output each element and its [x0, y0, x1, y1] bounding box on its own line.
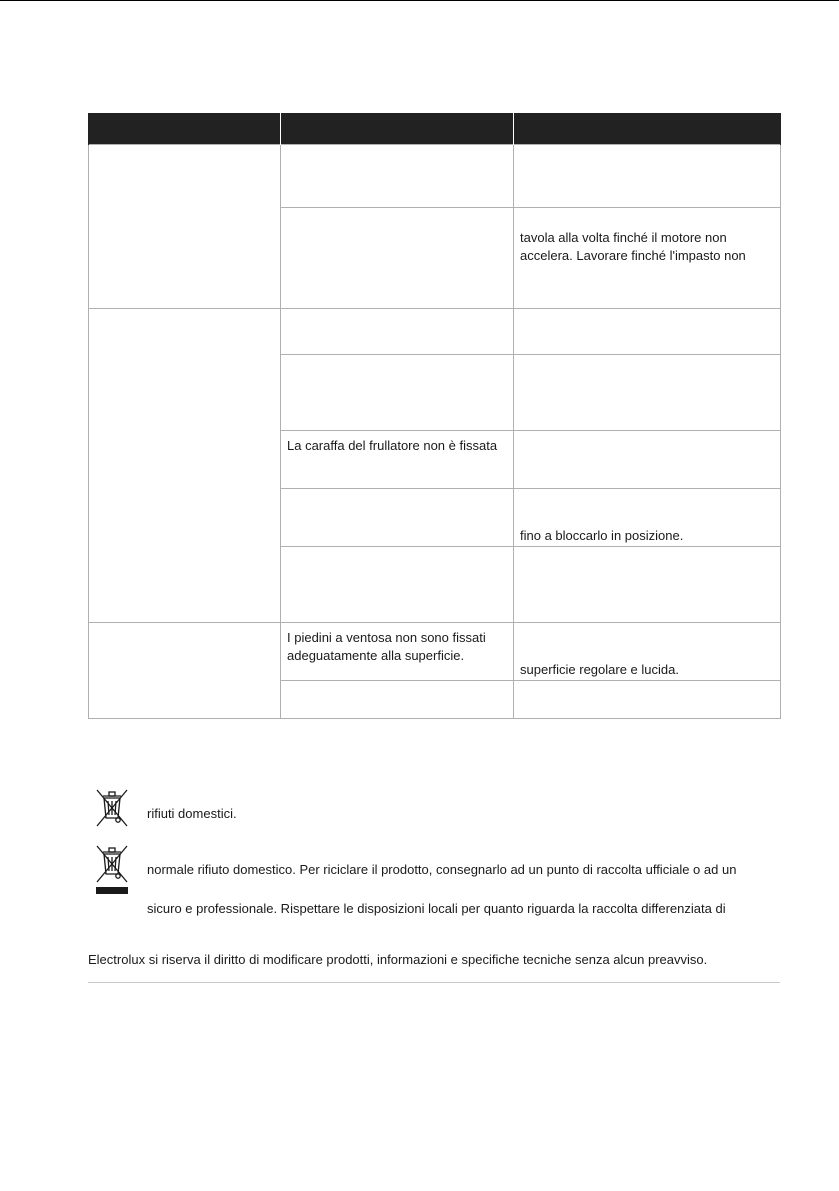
table-row — [89, 623, 781, 681]
problem-cell — [89, 309, 281, 623]
footer-rule — [88, 982, 780, 983]
solution-text: superficie regolare e lucida. — [520, 662, 679, 677]
table-row — [89, 309, 781, 355]
disposal-item-2 — [94, 844, 774, 914]
solution-cell — [514, 309, 781, 355]
cause-cell — [281, 355, 514, 431]
table-header-row — [89, 113, 781, 145]
problem-cell — [89, 623, 281, 719]
header-cause — [281, 113, 514, 145]
cause-cell — [281, 145, 514, 208]
manufacturer-notice: Electrolux si riserva il diritto di modificare prodotti, informazioni e specifiche tecniche senza alcun preavviso. — [88, 952, 708, 967]
cause-cell — [281, 547, 514, 623]
troubleshooting-table — [88, 113, 781, 719]
table-row — [89, 145, 781, 208]
cause-cell — [281, 309, 514, 355]
disposal-text-1: rifiuti domestici. — [147, 806, 237, 821]
disposal-text-2-line-1: normale rifiuto domestico. Per riciclare il prodotto, consegnarlo ad un punto di raccolta ufficiale o ad un — [147, 862, 737, 877]
cause-cell — [281, 431, 514, 489]
crossed-out-wheelie-bin-with-bar-icon — [94, 844, 128, 896]
solution-cell — [514, 547, 781, 623]
solution-cell — [514, 489, 781, 547]
cause-cell — [281, 623, 514, 681]
solution-text-line-1: tavola alla volta finché il motore non — [520, 230, 727, 245]
crossed-out-wheelie-bin-icon — [94, 788, 128, 832]
solution-cell — [514, 431, 781, 489]
solution-cell — [514, 208, 781, 309]
solution-cell — [514, 145, 781, 208]
solution-text-line-2: accelera. Lavorare finché l'impasto non — [520, 248, 746, 263]
disposal-item-1 — [94, 788, 774, 828]
solution-cell — [514, 623, 781, 681]
solution-cell — [514, 355, 781, 431]
cause-text-line-1: I piedini a ventosa non sono fissati — [287, 630, 486, 645]
problem-cell — [89, 145, 281, 309]
header-solution — [514, 113, 781, 145]
cause-text: La caraffa del frullatore non è fissata — [287, 438, 498, 453]
cause-cell — [281, 681, 514, 719]
header-problem — [89, 113, 281, 145]
solution-text: fino a bloccarlo in posizione. — [520, 528, 684, 543]
cause-cell — [281, 208, 514, 309]
cause-text-line-2: adeguatamente alla superficie. — [287, 648, 465, 663]
disposal-text-2-line-2: sicuro e professionale. Rispettare le disposizioni locali per quanto riguarda la raccolta differenziata di — [147, 901, 726, 916]
solution-cell — [514, 681, 781, 719]
page-top-rule — [0, 0, 839, 1]
cause-cell — [281, 489, 514, 547]
